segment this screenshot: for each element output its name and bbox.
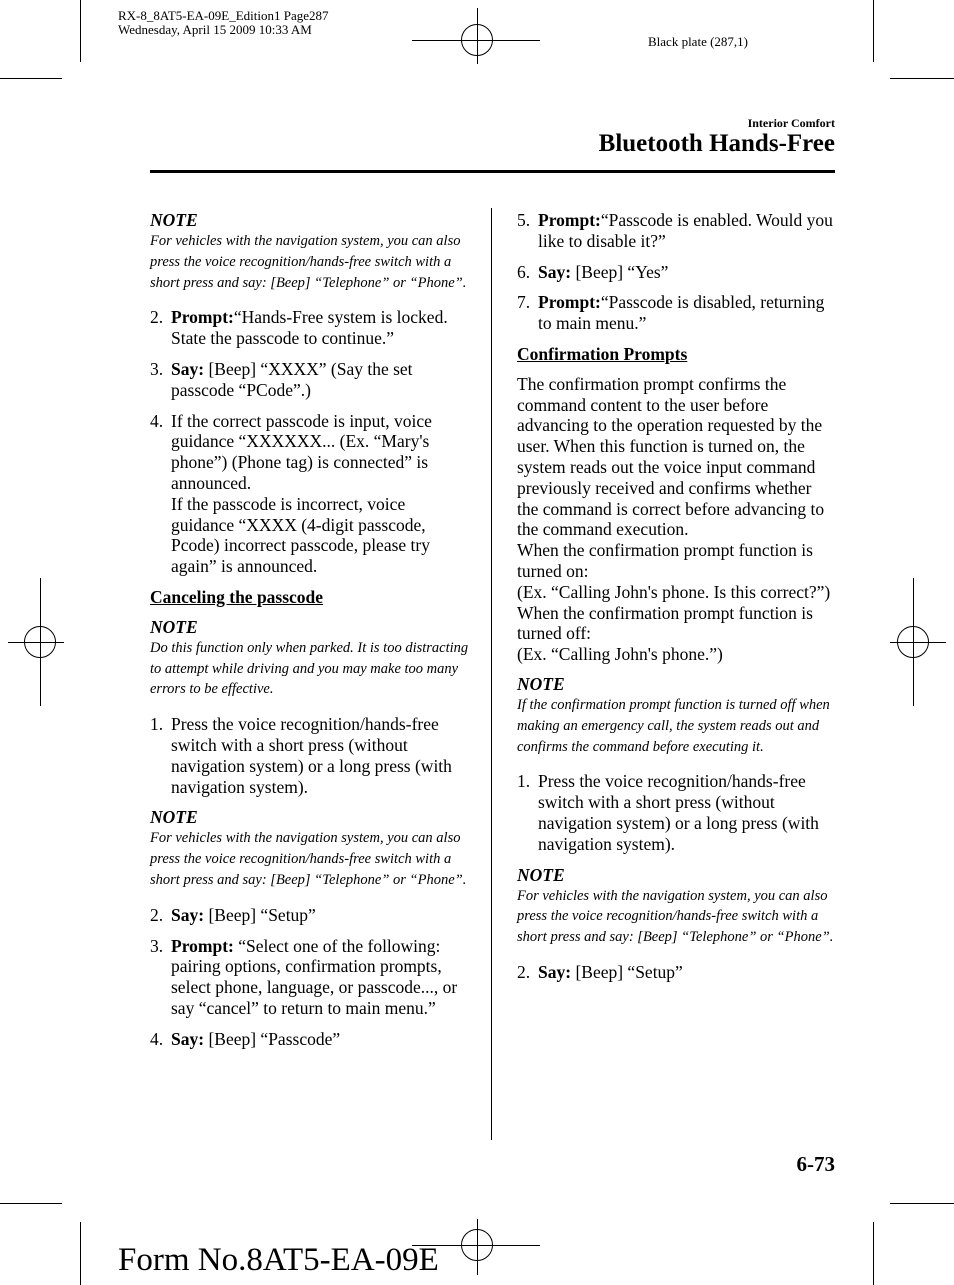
list-item [150,307,472,349]
note-navigation [150,210,472,293]
note-body: For vehicles with the navigation system, you can also press the voice recognition/hands-free switch with a short press and say: [Beep] “Telephone” or “Phone”. [517,887,834,946]
right-column [517,210,837,993]
paragraph: When the confirmation prompt function is turned off: [517,602,813,644]
list-item [150,359,472,401]
left-column [150,210,472,1060]
note-parked [150,617,472,700]
section-label: Interior Comfort [747,116,835,130]
list-item [517,292,837,334]
step-text: Press the voice recognition/hands-free switch with a short press (without navigation system) or a long press (with navigation system). [538,771,819,854]
step-number: 2. [517,961,531,982]
step-number: 2. [150,904,164,925]
step-label: Say: [171,358,205,379]
step-label: Prompt: [171,307,234,328]
paragraph: The confirmation prompt confirms the command content to the user before advancing to the operation requested by the user. When this function is turned on, the system reads out the voice input command previously received and confirms whether the command is correct before advancing to the command execution. [517,373,825,540]
note-heading: NOTE [150,616,198,637]
step-number: 1. [150,714,164,735]
step-label: Say: [538,961,572,982]
step-number: 5. [517,210,531,230]
note-heading: NOTE [150,210,198,230]
list-item [517,962,837,983]
step-text: “Hands-Free system is locked. State the passcode to continue.” [171,307,448,349]
step-label: Prompt: [171,935,234,956]
step-text: If the correct passcode is input, voice guidance “XXXXXX... (Ex. “Mary's phone”) (Phone tag) is connected” is announced. [171,410,432,493]
page-number: 6-73 [796,1152,835,1176]
step-label: Say: [171,1028,205,1049]
step-text: Press the voice recognition/hands-free switch with a short press (without navigation system) or a long press (with navigation system). [171,714,452,797]
paragraph: (Ex. “Calling John's phone.”) [517,644,723,665]
note-body: Do this function only when parked. It is too distracting to attempt while driving and you may make too many errors to be effective. [150,639,469,698]
step-text: [Beep] “Setup” [204,904,316,925]
step-label: Prompt: [538,210,601,230]
list-item [150,936,472,1019]
note-emergency-call [517,674,837,757]
step-text: “Passcode is enabled. Would you like to disable it?” [538,210,833,251]
note-body: For vehicles with the navigation system, you can also press the voice recognition/hands-free switch with a short press and say: [Beep] “Telephone” or “Phone”. [150,830,467,888]
step-text-continued: If the passcode is incorrect, voice guidance “XXXX (4-digit passcode, Pcode) incorrect passcode, please try again” is announced. [171,493,430,577]
list-item [150,905,472,926]
list-item [150,1029,472,1050]
note-body: If the confirmation prompt function is turned off when making an emergency call, the system reads out and confirms the command before executing it. [517,696,830,755]
confirmation-description [517,374,837,665]
note-heading: NOTE [517,673,565,694]
step-text: [Beep] “Yes” [571,261,669,282]
note-body: For vehicles with the navigation system, you can also press the voice recognition/hands-free switch with a short press and say: [Beep] “Telephone” or “Phone”. [150,233,467,291]
subheading-confirmation-prompts: Confirmation Prompts [517,343,688,364]
step-label: Prompt: [538,292,601,313]
form-number: Form No.8AT5-EA-09E [118,1242,439,1278]
step-label: Say: [538,261,572,282]
step-label: Say: [171,904,205,925]
note-navigation [517,865,837,948]
list-item [517,210,837,252]
step-number: 2. [150,307,164,328]
step-number: 6. [517,261,531,282]
step-text: “Select one of the following: pairing options, confirmation prompts, select phone, language, or passcode..., or say “cancel” to return to main menu.” [171,935,458,1018]
plate-label: Black plate (287,1) [648,34,748,49]
print-date: Wednesday, April 15 2009 10:33 AM [118,22,312,37]
step-number: 4. [150,1028,164,1049]
paragraph: When the confirmation prompt function is turned on: [517,540,813,581]
note-heading: NOTE [517,864,565,885]
note-navigation [150,807,472,890]
step-number: 3. [150,358,164,379]
step-number: 1. [517,771,531,792]
step-text: [Beep] “Setup” [571,961,683,982]
print-file-name: RX-8_8AT5-EA-09E_Edition1 Page287 [118,8,329,23]
title-rule [150,170,835,173]
step-number: 7. [517,292,531,313]
step-text: [Beep] “Passcode” [204,1028,341,1049]
step-text: [Beep] “XXXX” (Say the set passcode “PCode”.) [171,358,413,400]
step-number: 4. [150,410,164,431]
step-number: 3. [150,935,164,956]
list-item [517,262,837,283]
page-title: Bluetooth Hands-Free [598,130,835,157]
list-item [150,714,472,797]
column-divider [491,208,492,1140]
list-item [150,411,472,577]
print-file-info [118,9,329,37]
list-item [517,771,837,854]
paragraph: (Ex. “Calling John's phone. Is this correct?”) [517,581,831,602]
note-heading: NOTE [150,807,198,828]
subheading-canceling-passcode: Canceling the passcode [150,586,324,607]
step-text: “Passcode is disabled, returning to main menu.” [538,292,825,334]
